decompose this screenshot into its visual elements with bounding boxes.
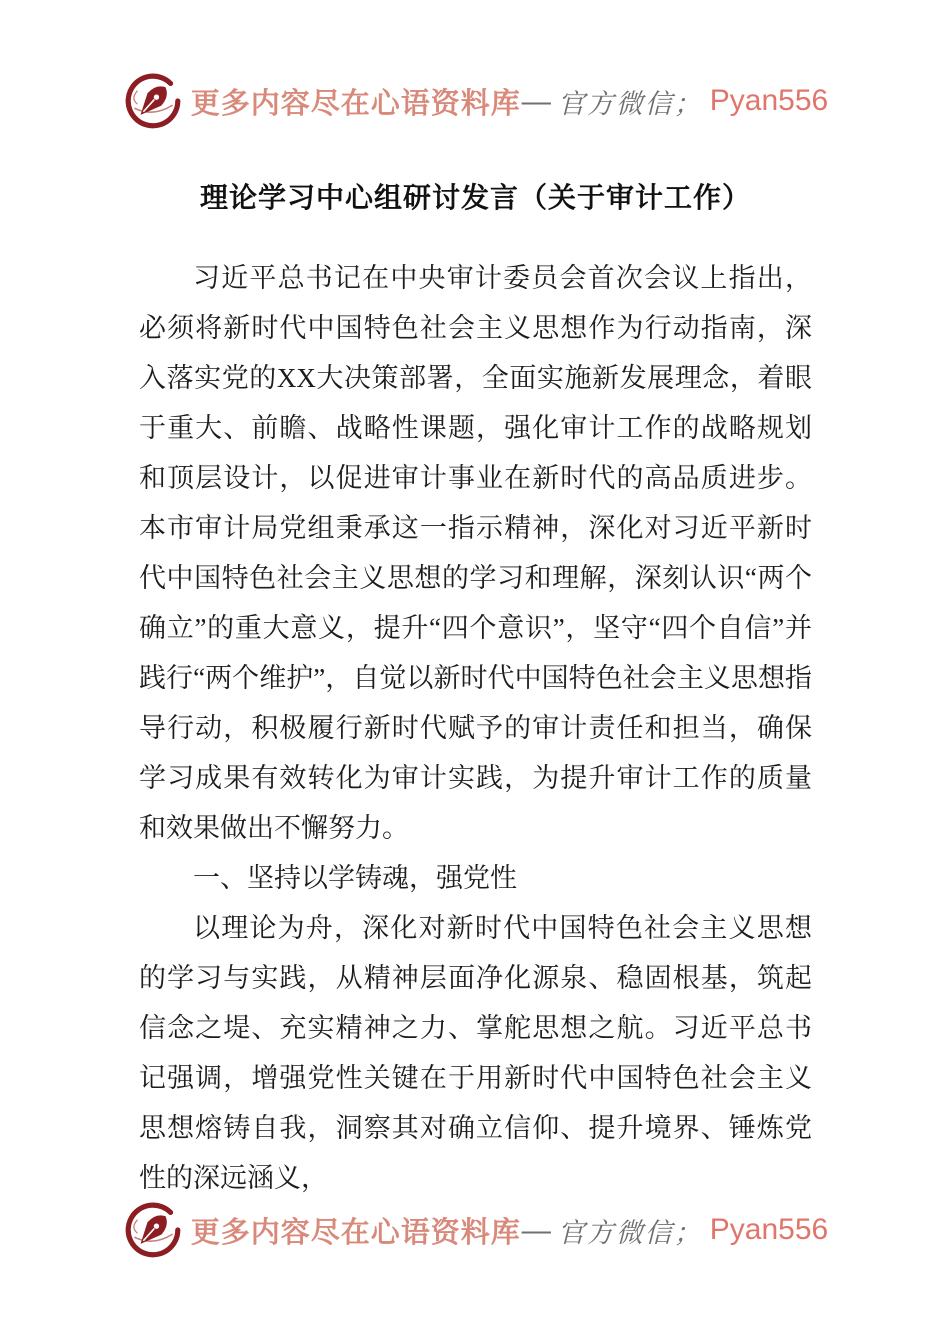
brand-slogan-text: 更多内容尽在心语资料库: [190, 1216, 521, 1249]
brand-dash: —: [521, 1213, 551, 1246]
section-heading-1: 一、坚持以学铸魂，强党性: [193, 863, 517, 893]
wechat-id: Pyan556: [709, 1213, 829, 1246]
wechat-label: 官方微信；: [557, 88, 703, 119]
footer-brand-bar: [0, 1199, 950, 1261]
header-brand-bar: [0, 70, 950, 132]
wechat-label: 官方微信；: [557, 1217, 703, 1248]
brand-dash: —: [521, 84, 551, 117]
brand-slogan-text: 更多内容尽在心语资料库: [190, 87, 521, 120]
document-body: [139, 253, 812, 1203]
wechat-id: Pyan556: [709, 84, 829, 117]
paragraph-intro: 习近平总书记在中央审计委员会首次会议上指出，必须将新时代中国特色社会主义思想作为行动指南，深入落实党的XX大决策部署，全面实施新发展理念，着眼于重大、前瞻、战略性课题，强化审计工作的战略规划和顶层设计，以促进审计事业在新时代的高品质进步。本市审计局党组秉承这一指示精神，深化对习近平新时代中国特色社会主义思想的学习和理解，深刻认识“两个确立”的重大意义，提升“四个意识”，坚守“四个自信”并践行“两个维护”，自觉以新时代中国特色社会主义思想指导行动，积极履行新时代赋予的审计责任和担当，确保学习成果有效转化为审计实践，为提升审计工作的质量和效果做出不懈努力。: [139, 263, 812, 843]
paragraph-section-1: 以理论为舟，深化对新时代中国特色社会主义思想的学习与实践，从精神层面净化源泉、稳固根基，筑起信念之堤、充实精神之力、掌舵思想之航。习近平总书记强调，增强党性关键在于用新时代中国特色社会主义思想熔铸自我，洞察其对确立信仰、提升境界、锤炼党性的深远涵义，: [139, 913, 812, 1193]
document-title: 理论学习中心组研讨发言（关于审计工作）: [199, 183, 751, 214]
pen-emblem-icon: [122, 70, 184, 132]
pen-emblem-icon: [122, 1199, 184, 1261]
